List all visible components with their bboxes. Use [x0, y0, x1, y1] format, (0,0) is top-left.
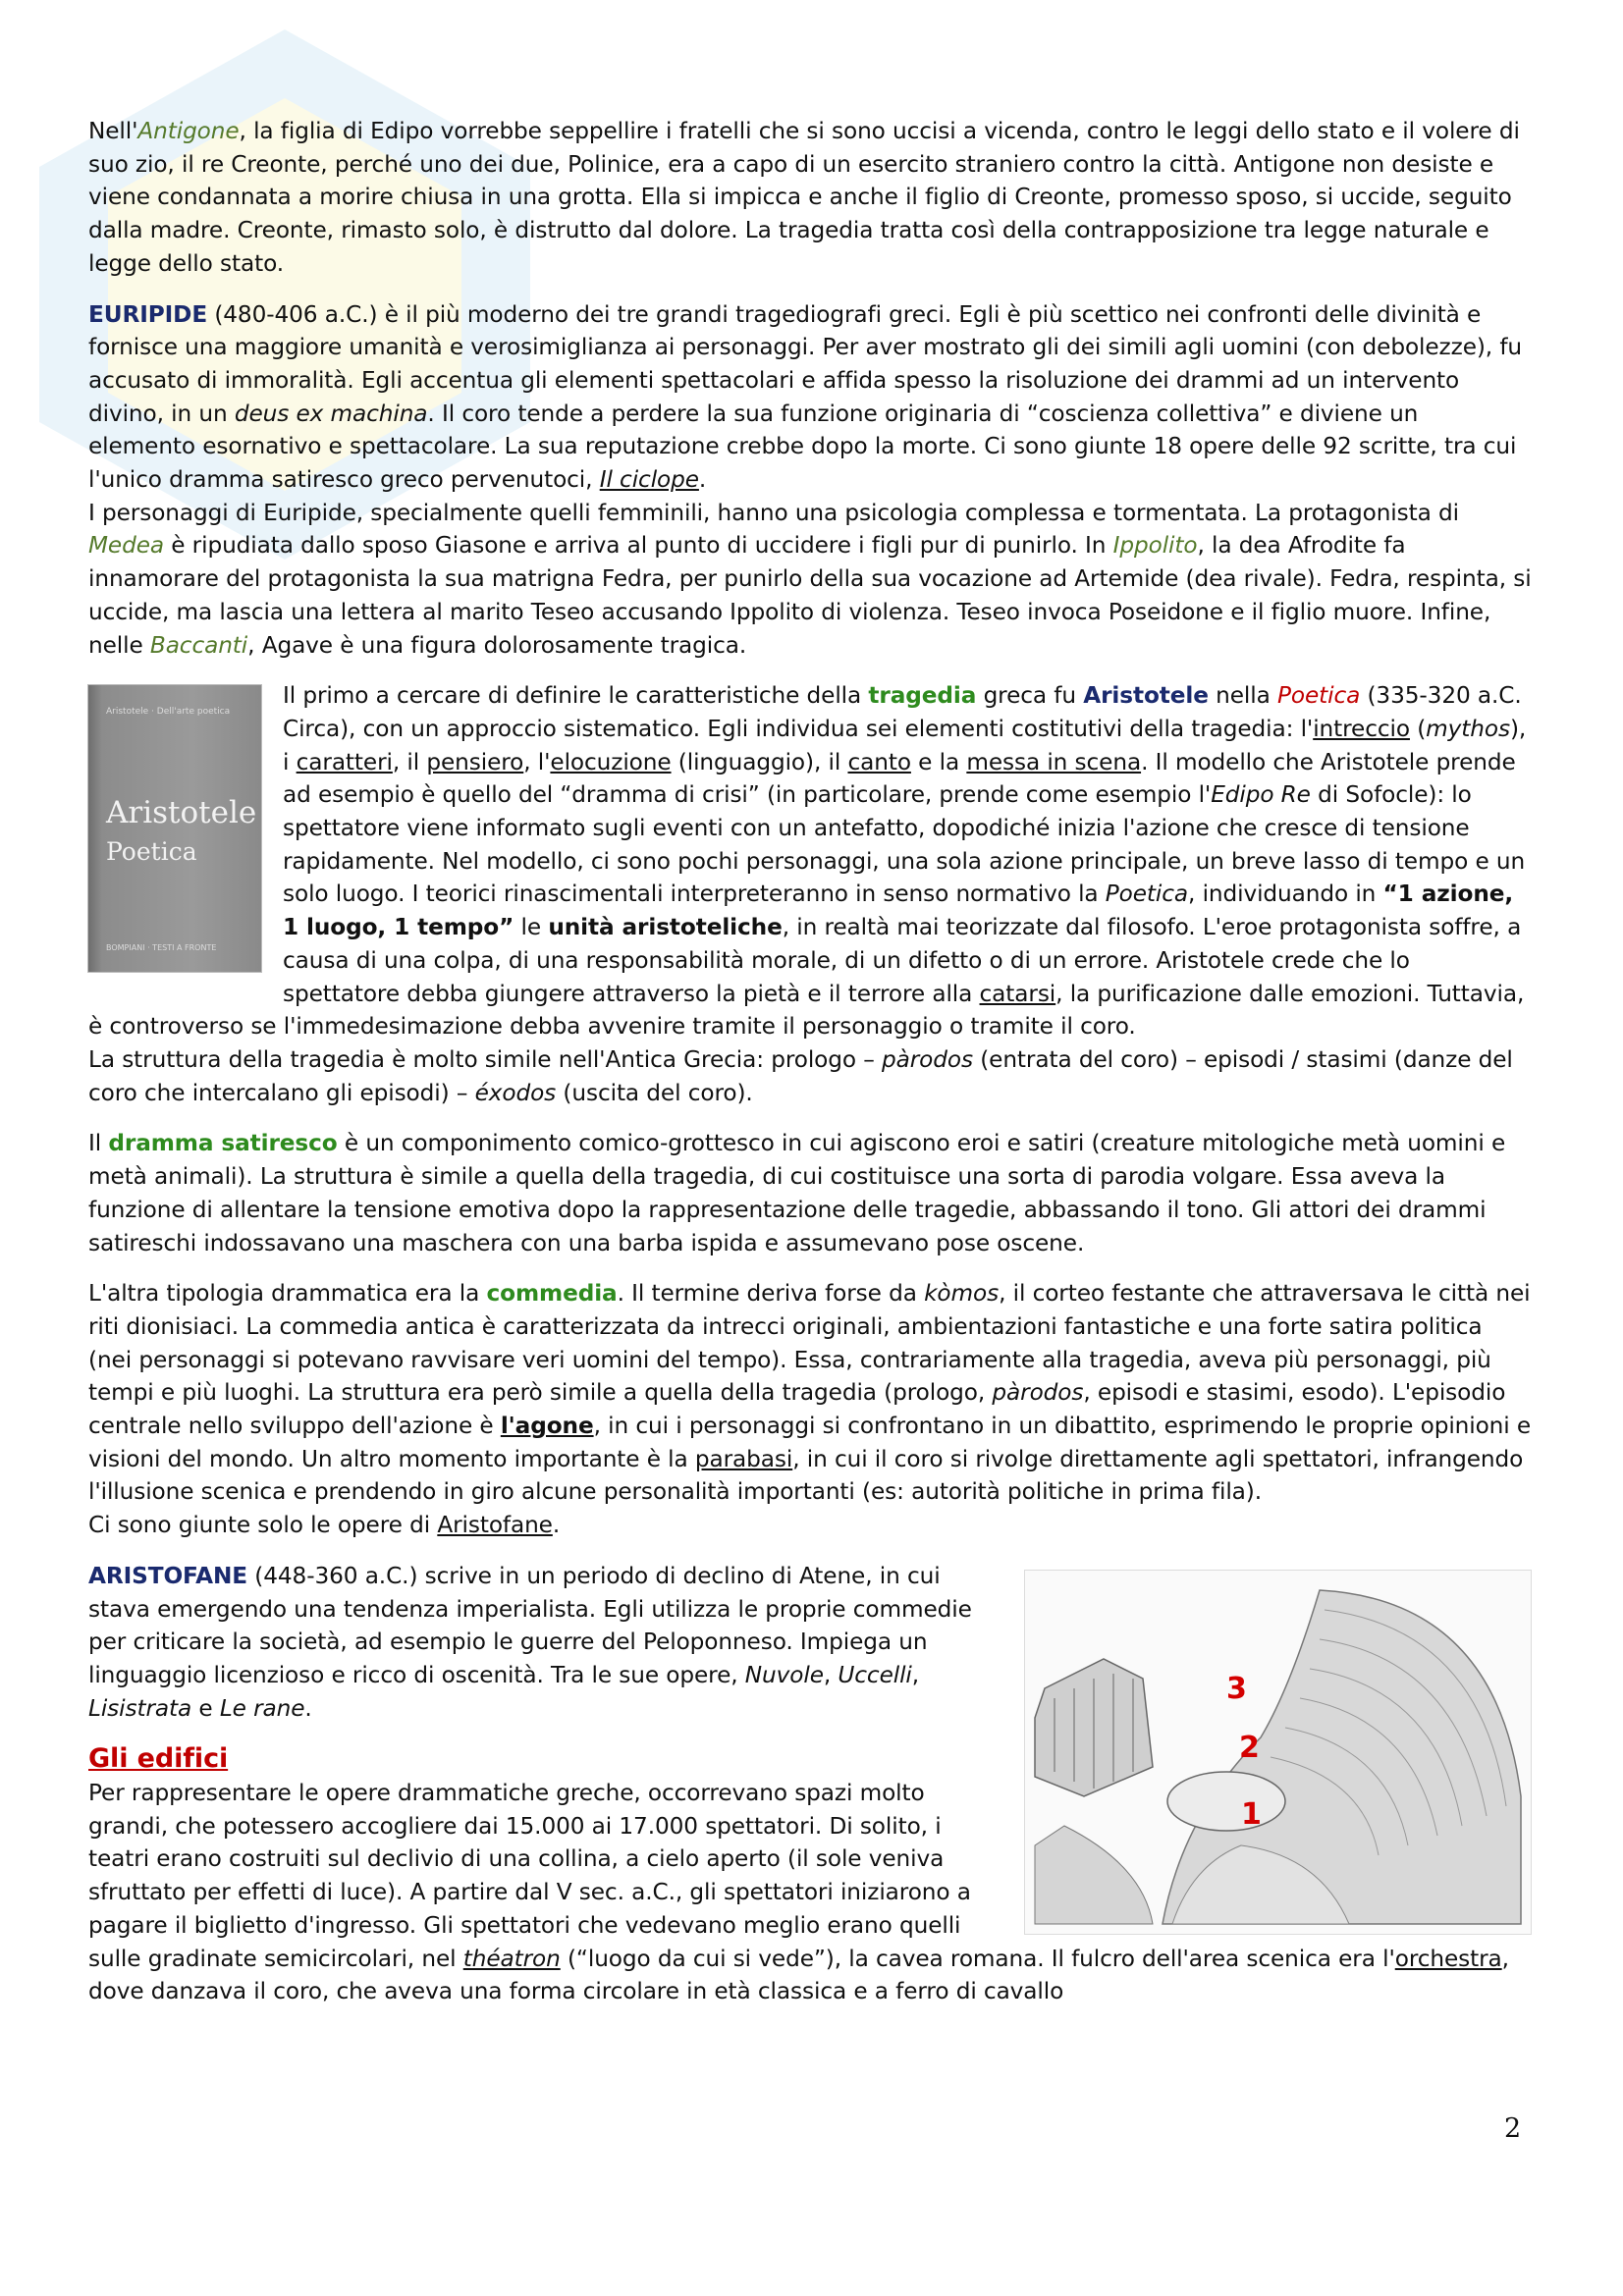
document-page: [88, 115, 1532, 2008]
title-ippolito: Ippolito: [1112, 532, 1198, 560]
paragraph-aristotele: Il primo a cercare di definire le caratteristiche della tragedia greca fu Aristotele nella Poetica (335-320 a.C. Circa), con un approccio sistematico. Egli individua sei elementi costitutivi della tragedia: l'intreccio (mythos), i caratteri, il pensiero, l'elocuzione (linguaggio), il canto e la messa in scena. Il modello che Aristotele prende ad esempio è quello del “dramma di crisi” (in particolare, prende come esempio l'Edipo Re di Sofocle): lo spettatore viene informato sugli eventi con un antefatto, dopodiché inizia l'azione che cresce di tensione rapidamente. Nel modello, ci sono pochi personaggi, una sola azione principale, un breve lasso di tempo e un solo luogo. I teorici rinascimentali interpreteranno in senso normativo la Poetica, individuando in “1 azione, 1 luogo, 1 tempo” le unità aristoteliche, in realtà mai teorizzate dal filosofo. L'eroe protagonista soffre, a causa di una colpa, di una responsabilità morale, di un difetto o di un errore. Aristotele crede che lo spettatore debba giungere attraverso la pietà e il terrore alla catarsi, la purificazione dalle emozioni. Tuttavia, è controverso se l'immedesimazione debba avvenire tramite il personaggio o tramite il coro.: [88, 682, 1527, 1041]
page-number: 2: [1504, 2113, 1522, 2144]
paragraph-giunte: Ci sono giunte solo le opere di Aristofane.: [88, 1512, 561, 1539]
theatre-label-3: 3: [1226, 1671, 1247, 1706]
paragraph-personaggi: I personaggi di Euripide, specialmente quelli femminili, hanno una psicologia complessa e tormentata. La protagonista di Medea è ripudiata dallo sposo Giasone e arriva al punto di uccidere i figli pur di punirlo. In Ippolito, la dea Afrodite fa innamorare del protagonista la sua matrigna Fedra, per punirlo della sua vocazione ad Artemide (dea rivale). Fedra, respinta, si uccide, ma lascia una lettera al marito Teseo accusando Ippolito di violenza. Teseo invoca Poseidone e il figlio muore. Infine, nelle Baccanti, Agave è una figura dolorosamente tragica.: [88, 499, 1532, 659]
paragraph-edifici: Per rappresentare le opere drammatiche greche, occorrevano spazi molto grandi, che potessero accogliere dai 15.000 ai 17.000 spettatori. Di solito, i teatri erano costruiti sul declivio di una collina, a cielo aperto (il sole veniva sfruttato per effetti di luce). A partire dal V sec. a.C., gli spettatori iniziarono a pagare il biglietto d'ingresso. Gli spettatori che vedevano meglio erano quelli sulle gradinate semicircolari, nel théatron (“luogo da cui si vede”), la cavea romana. Il fulcro dell'area scenica era l'orchestra, dove danzava il coro, che aveva una forma circolare in età classica e a ferro di cavallo: [88, 1780, 1509, 2005]
aristotele-section: [88, 679, 1532, 1109]
title-antigone: Antigone: [137, 118, 240, 144]
book-title: Aristotele: [106, 795, 257, 831]
greek-theatre-illustration: [1024, 1570, 1532, 1935]
title-medea: Medea: [88, 532, 164, 560]
name-aristofane: ARISTOFANE: [88, 1562, 248, 1589]
book-subtitle: Poetica: [106, 837, 197, 867]
paragraph-struttura: La struttura della tragedia è molto simile nell'Antica Grecia: prologo – pàrodos (entrata del coro) – episodi / stasimi (danze del coro che intercalano gli episodi) – éxodos (uscita del coro).: [88, 1045, 1513, 1106]
name-euripide: EURIPIDE: [88, 300, 208, 328]
paragraph-antigone: Nell'Antigone, la figlia di Edipo vorrebbe seppellire i fratelli che si sono uccisi a vicenda, contro le leggi dello stato e il volere di suo zio, il re Creonte, perché uno dei due, Polinice, era a capo di un esercito straniero contro la città. Antigone non desiste e viene condannata a morire chiusa in una grotta. Ella si impicca e anche il figlio di Creonte, promesso sposo, si uccide, seguito dalla madre. Creonte, rimasto solo, è distrutto dal dolore. La tragedia tratta così della contrapposizione tra legge naturale e legge dello stato.: [88, 118, 1520, 277]
aristofane-section: [88, 1560, 1532, 2008]
book-cover-image: Aristotele · Dell'arte poetica Aristotele Poetica BOMPIANI · TESTI A FRONTE: [88, 685, 261, 972]
paragraph-satiresco: Il dramma satiresco è un componimento comico-grottesco in cui agiscono eroi e satiri (creature mitologiche metà uomini e metà animali). La struttura è simile a quella della tragedia, di cui costituisce una sorta di parodia volgare. Essa aveva la funzione di allentare la tensione emotiva dopo la rappresentazione delle tragedie, abbassando il tono. Gli attori dei drammi satireschi indossavano una maschera con una barba ispida e assumevano pose oscene.: [88, 1130, 1506, 1256]
paragraph-commedia: L'altra tipologia drammatica era la commedia. Il termine deriva forse da kòmos, il corteo festante che attraversava le città nei riti dionisiaci. La commedia antica è caratterizzata da intrecci originali, ambientazioni fantastiche e una forte satira politica (nei personaggi si potevano ravvisare veri uomini del tempo). Essa, contrariamente alla tragedia, aveva più personaggi, più tempi e più luoghi. La struttura era però simile a quella della tragedia (prologo, pàrodos, episodi e stasimi, esodo). L'episodio centrale nello sviluppo dell'azione è l'agone, in cui i personaggi si confrontano in un dibattito, esprimendo le proprie opinioni e visioni del mondo. Un altro momento importante è la parabasi, in cui il coro si rivolge direttamente agli spettatori, infrangendo l'illusione scenica e prendendo in giro alcune personalità importanti (es: autorità politiche in prima fila).: [88, 1280, 1532, 1506]
paragraph-euripide: EURIPIDE (480-406 a.C.) è il più moderno dei tre grandi tragediografi greci. Egli è più scettico nei confronti delle divinità e fornisce una maggiore umanità e verosimiglianza ai personaggi. Per aver mostrato gli dei simili agli uomini (con debolezze), fu accusato di immoralità. Egli accentua gli elementi spettacolari e affida spesso la risoluzione dei drammi ad un intervento divino, in un deus ex machina. Il coro tende a perdere la sua funzione originaria di “coscienza collettiva” e diviene un elemento esornativo e spettacolare. La sua reputazione crebbe dopo la morte. Ci sono giunte 18 opere delle 92 scritte, tra cui l'unico dramma satiresco greco pervenutoci, Il ciclope.: [88, 300, 1523, 494]
theatre-label-1: 1: [1241, 1796, 1262, 1832]
title-baccanti: Baccanti: [149, 631, 248, 659]
paragraph-aristofane: ARISTOFANE (448-360 a.C.) scrive in un periodo di declino di Atene, in cui stava emergendo una tendenza imperialista. Egli utilizza le proprie commedie per criticare la società, ad esempio le guerre del Peloponneso. Impiega un linguaggio licenzioso e ricco di oscenità. Tra le sue opere, Nuvole, Uccelli, Lisistrata e Le rane.: [88, 1562, 972, 1722]
theatre-label-2: 2: [1239, 1730, 1260, 1765]
section-title-edifici: Gli edifici: [88, 1743, 229, 1775]
title-ciclope: Il ciclope: [599, 466, 699, 494]
theatre-drawing: [1025, 1571, 1531, 1934]
